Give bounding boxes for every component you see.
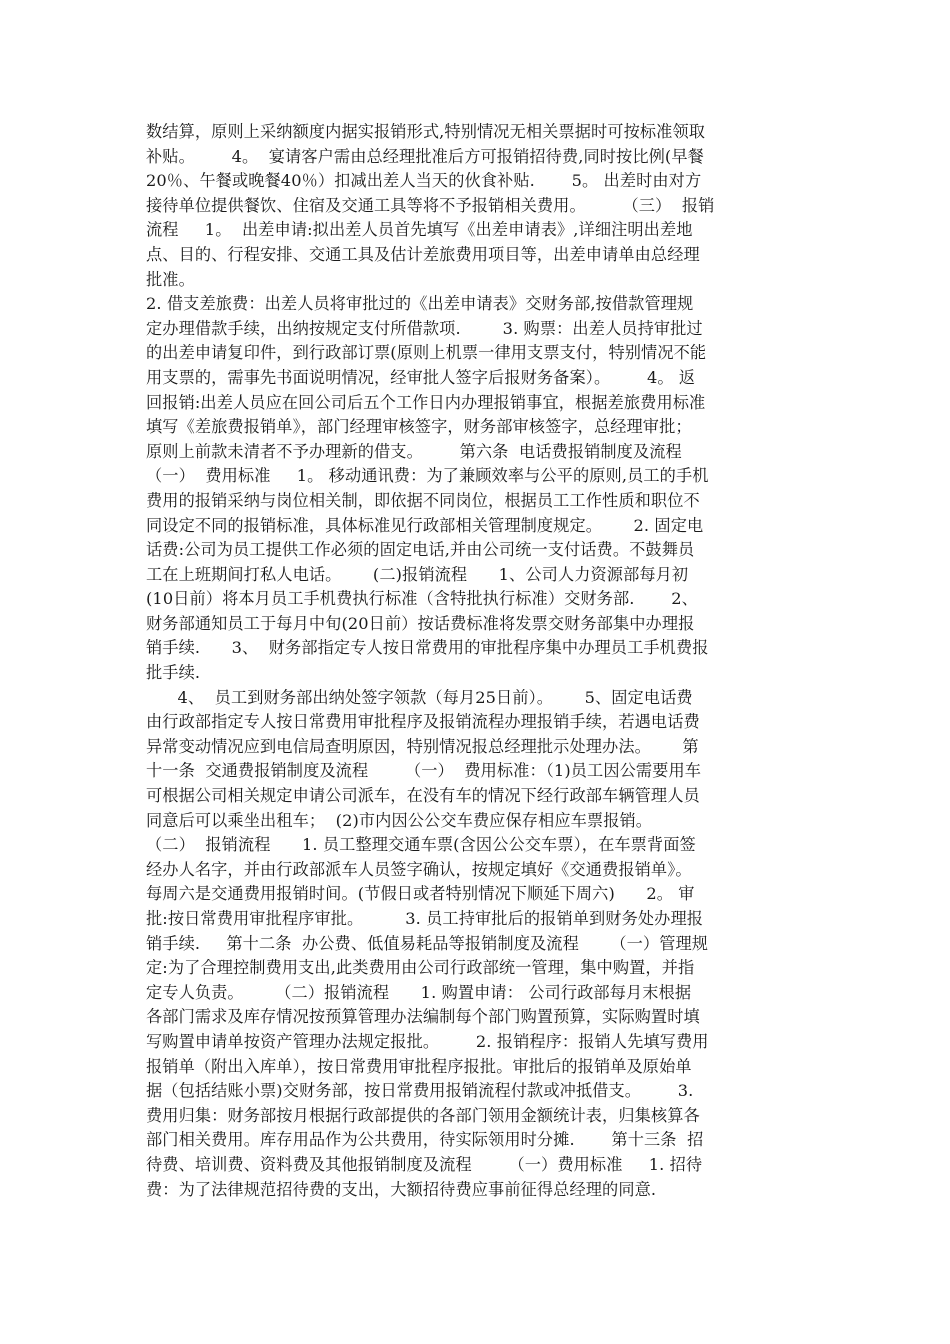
text-line: 点、目的、行程安排、交通工具及估计差旅费用项目等，出差申请单由总经理 [146, 244, 700, 264]
text-line: 可根据公司相关规定申请公司派车，在没有车的情况下经行政部车辆管理人员 [146, 786, 700, 806]
text-line: 费用归集：财务部按月根据行政部提供的各部门领用金额统计表，归集核算各 [146, 1105, 700, 1125]
text-line: 费用的报销采纳与岗位相关制，即依据不同岗位，根据员工工作性质和职位不 [146, 490, 700, 510]
text-line: 写购置申请单按资产管理办法规定报批。 2. 报销程序：报销人先填写费用 [146, 1031, 709, 1051]
text-line: （一） 费用标准 1。 移动通讯费：为了兼顾效率与公平的原则,员工的手机 [146, 466, 709, 486]
text-line: 填写《差旅费报销单》，部门经理审核签字，财务部审核签字，总经理审批； [146, 417, 692, 437]
text-line: 同意后可以乘坐出租车； (2)市内因公公交车费应保存相应车票报销。 [146, 810, 653, 830]
text-line: 异常变动情况应到电信局查明原因，特别情况报总经理批示处理办法。 第 [146, 736, 699, 756]
text-line: 据（包括结账小票)交财务部，按日常费用报销流程付款或冲抵借支。 3. [146, 1081, 694, 1101]
text-line: 费：为了法律规范招待费的支出，大额招待费应事前征得总经理的同意. [146, 1179, 657, 1199]
text-line: 每周六是交通费用报销时间。(节假日或者特别情况下顺延下周六) 2。 审 [146, 884, 695, 904]
document-body [146, 120, 806, 1202]
text-line: 2. 借支差旅费：出差人员将审批过的《出差申请表》交财务部,按借款管理规 [146, 294, 694, 314]
text-line: 报销单（附出入库单），按日常费用审批程序报批。审批后的报销单及原始单 [146, 1056, 692, 1076]
text-line: (10日前）将本月员工手机费执行标准（含特批执行标准）交财务部. 2、 [146, 589, 698, 609]
text-line: 批手续. [146, 663, 201, 683]
text-line: 批:按日常费用审批程序审批。 3. 员工持审批后的报销单到财务处办理报 [146, 909, 704, 928]
text-line: 的出差申请复印件，到行政部订票(原则上机票一律用支票支付，特别情况不能 [146, 343, 707, 363]
text-line: 同设定不同的报销标准，具体标准见行政部相关管理制度规定。 2. 固定电 [146, 515, 704, 535]
text-line: 数结算，原则上采纳额度内据实报销形式,特别情况无相关票据时可按标准领取 [146, 122, 706, 141]
text-line: 4、 员工到财务部出纳处签字领款（每月25日前）。 5、固定电话费 [146, 687, 693, 707]
text-line: 补贴。 4。 宴请客户需由总经理批准后方可报销招待费,同时按比例(早餐 [146, 146, 704, 166]
text-line: 十一条 交通费报销制度及流程 （一） 费用标准：（1)员工因公需要用车 [146, 761, 702, 781]
text-line: 待费、培训费、资料费及其他报销制度及流程 （一）费用标准 1. 招待 [146, 1154, 703, 1174]
text-line: 流程 1。 出差申请:拟出差人员首先填写《出差申请表》,详细注明出差地 [146, 220, 693, 240]
text-line: 工在上班期间打私人电话。 (二)报销流程 1、公司人力资源部每月初 [146, 564, 689, 584]
text-line: 销手续. 第十二条 办公费、低值易耗品等报销制度及流程 （一）管理规 [146, 933, 709, 953]
text-line: 用支票的，需事先书面说明情况，经审批人签字后报财务备案）。 4。 返 [146, 367, 696, 387]
text-line: 财务部通知员工于每月中旬(20日前）按话费标准将发票交财务部集中办理报 [146, 613, 695, 633]
text-line: 批准。 [146, 269, 195, 289]
text-line: 接待单位提供餐饮、住宿及交通工具等将不予报销相关费用。 （三） 报销 [146, 195, 715, 215]
text-line: 原则上前款未清者不予办理新的借支。 第六条 电话费报销制度及流程 [146, 441, 682, 461]
text-line: 定:为了合理控制费用支出,此类费用由公司行政部统一管理，集中购置，并指 [146, 958, 695, 978]
text-line: 20％、午餐或晚餐40％）扣减出差人当天的伙食补贴. 5。 出差时由对方 [146, 171, 702, 191]
text-line: 销手续. 3、 财务部指定专人按日常费用的审批程序集中办理员工手机费报 [146, 638, 709, 658]
text-line: 各部门需求及库存情况按预算管理办法编制每个部门购置预算，实际购置时填 [146, 1007, 700, 1027]
text-line: 由行政部指定专人按日常费用审批程序及报销流程办理报销手续，若遇电话费 [146, 712, 700, 732]
text-line: 部门相关费用。库存用品作为公共费用，待实际领用时分摊. 第十三条 招 [146, 1130, 704, 1150]
text-line: 定专人负责。 （二）报销流程 1. 购置申请： 公司行政部每月末根据 [146, 982, 692, 1002]
text-line: 回报销:出差人员应在回公司后五个工作日内办理报销事宜，根据差旅费用标准 [146, 392, 706, 412]
text-line: 话费:公司为员工提供工作必须的固定电话,并由公司统一支付话费。不鼓舞员 [146, 540, 695, 560]
text-line: 经办人名字，并由行政部派车人员签字确认，按规定填好《交通费报销单》。 [146, 859, 692, 879]
text-line: 定办理借款手续，出纳按规定支付所借款项. 3. 购票：出差人员持审批过 [146, 318, 703, 338]
text-line: （二） 报销流程 1. 员工整理交通车票(含因公公交车票），在车票背面签 [146, 835, 696, 855]
